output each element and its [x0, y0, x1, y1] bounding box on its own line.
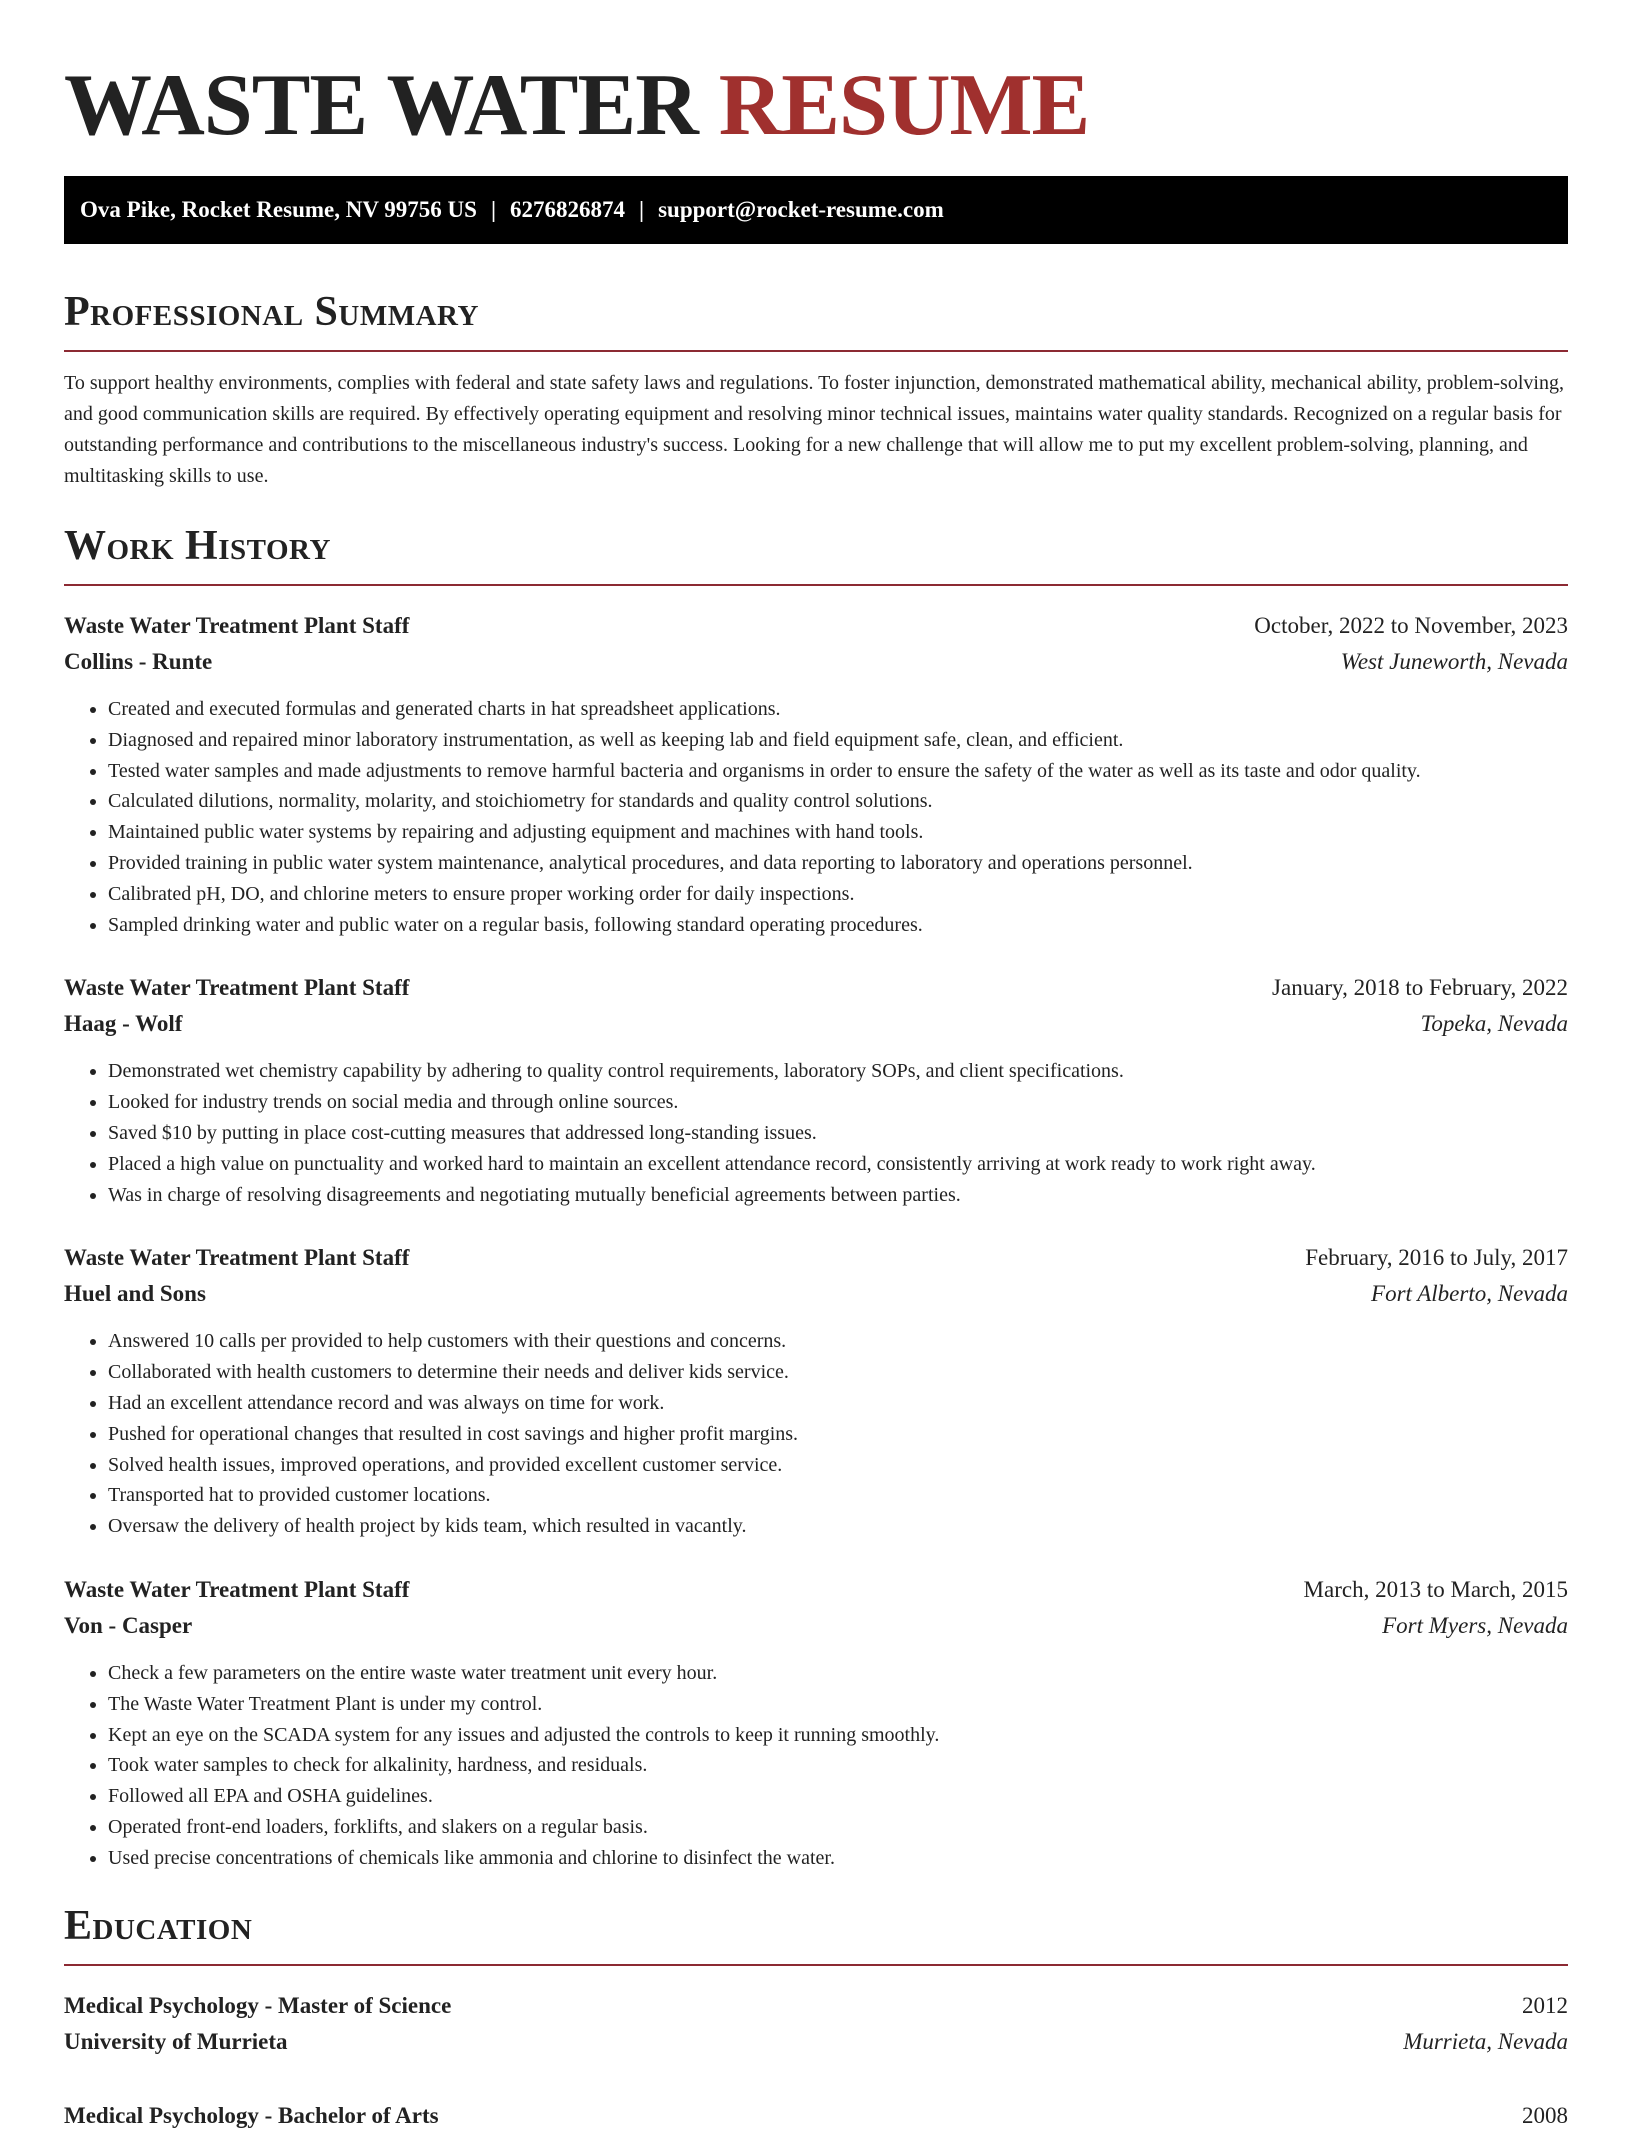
- job-location: West Juneworth, Nevada: [1340, 649, 1568, 674]
- job-bullet: • Used precise concentrations of chemicals like ammonia and chlorine to disinfect the water.: [108, 1843, 1568, 1874]
- job-bullet: • Placed a high value on punctuality and worked hard to maintain an excellent attendance record, consistently arriving at work ready to work right away.: [108, 1149, 1568, 1180]
- job-dates: February, 2016 to July, 2017: [1305, 1245, 1568, 1271]
- job-bullet: • The Waste Water Treatment Plant is under my control.: [108, 1689, 1568, 1720]
- job-company: Collins - Runte: [64, 649, 213, 674]
- job-title: Waste Water Treatment Plant Staff: [64, 975, 410, 1001]
- section-divider: [64, 350, 1568, 352]
- resume-page: [64, 0, 1568, 2134]
- job-bullet: • Tested water samples and made adjustments to remove harmful bacteria and organisms in order to ensure the safety of the water as well as its taste and odor quality.: [108, 756, 1568, 787]
- education-entry: [64, 2098, 1568, 2134]
- job-company: Haag - Wolf: [64, 1011, 183, 1037]
- resume-title-accent: RESUME: [718, 57, 1090, 154]
- job-bullet: • Had an excellent attendance record and was always on time for work.: [108, 1388, 1568, 1419]
- resume-title: [64, 56, 1568, 156]
- job-bullet: • Took water samples to check for alkalinity, hardness, and residuals.: [108, 1750, 1568, 1781]
- job-bullets: [64, 1056, 1568, 1210]
- job-bullets: [64, 1658, 1568, 1874]
- contact-phone: 6276826874: [510, 197, 626, 222]
- job-company: Huel and Sons: [64, 1281, 206, 1307]
- contact-email: support@rocket-resume.com: [658, 197, 944, 222]
- job-bullet: • Maintained public water systems by repairing and adjusting equipment and machines with hand tools.: [108, 817, 1568, 848]
- job-entry: [64, 970, 1568, 1210]
- job-bullet: • Collaborated with health customers to determine their needs and deliver kids service.: [108, 1357, 1568, 1388]
- section-divider: [64, 584, 1568, 586]
- job-dates: January, 2018 to February, 2022: [1272, 975, 1568, 1001]
- job-bullet: • Followed all EPA and OSHA guidelines.: [108, 1781, 1568, 1812]
- job-bullet: • Transported hat to provided customer locations.: [108, 1480, 1568, 1511]
- job-bullet: • Created and executed formulas and generated charts in hat spreadsheet applications.: [108, 694, 1568, 725]
- education-section: [64, 1902, 1568, 2134]
- job-bullet: • Was in charge of resolving disagreements and negotiating mutually beneficial agreements between parties.: [108, 1180, 1568, 1211]
- contact-separator: |: [490, 197, 497, 222]
- section-heading: Professional Summary: [64, 289, 479, 335]
- job-bullet: • Calculated dilutions, normality, molarity, and stoichiometry for standards and quality control solutions.: [108, 786, 1568, 817]
- section-divider: [64, 1964, 1568, 1966]
- job-bullets: [64, 1326, 1568, 1542]
- professional-summary-section: [64, 288, 1568, 492]
- job-location: Topeka, Nevada: [1420, 1011, 1568, 1037]
- job-bullet: • Diagnosed and repaired minor laboratory instrumentation, as well as keeping lab and field equipment safe, clean, and efficient.: [108, 725, 1568, 756]
- job-bullet: • Answered 10 calls per provided to help customers with their questions and concerns.: [108, 1326, 1568, 1357]
- job-bullet: • Demonstrated wet chemistry capability by adhering to quality control requirements, laboratory SOPs, and client specifications.: [108, 1056, 1568, 1087]
- job-dates: March, 2013 to March, 2015: [1303, 1576, 1568, 1602]
- education-year: 2008: [1522, 2102, 1568, 2128]
- job-bullet: • Calibrated pH, DO, and chlorine meters to ensure proper working order for daily inspections.: [108, 879, 1568, 910]
- job-bullet: • Oversaw the delivery of health project by kids team, which resulted in vacantly.: [108, 1511, 1568, 1542]
- job-bullet: • Solved health issues, improved operations, and provided excellent customer service.: [108, 1450, 1568, 1481]
- job-title: Waste Water Treatment Plant Staff: [64, 613, 410, 638]
- contact-separator: |: [639, 197, 645, 222]
- job-entry: [64, 1240, 1568, 1542]
- job-location: Fort Alberto, Nevada: [1371, 1281, 1568, 1307]
- job-bullet: • Operated front-end loaders, forklifts, and slakers on a regular basis.: [108, 1812, 1568, 1843]
- education-degree: Medical Psychology - Master of Science: [64, 1992, 452, 2018]
- education-location: Murrieta, Nevada: [1403, 2028, 1568, 2054]
- contact-bar: [64, 176, 1568, 244]
- job-company: Von - Casper: [64, 1612, 193, 1638]
- job-bullet: • Saved $10 by putting in place cost-cutting measures that addressed long-standing issues.: [108, 1118, 1568, 1149]
- job-bullet: • Pushed for operational changes that resulted in cost savings and higher profit margins.: [108, 1419, 1568, 1450]
- resume-title-main: WASTE WATER: [64, 57, 698, 154]
- education-school: University of Murrieta: [64, 2028, 288, 2054]
- job-dates: October, 2022 to November, 2023: [1254, 613, 1568, 638]
- section-heading: Work History: [64, 523, 331, 569]
- section-heading: Education: [64, 1902, 253, 1949]
- job-location: Fort Myers, Nevada: [1382, 1612, 1568, 1638]
- education-entry: [64, 1988, 1568, 2060]
- summary-text: To support healthy environments, complies with federal and state safety laws and regulations. To foster injunction, demonstrated mathematical ability, mechanical ability, problem-solving, and good communication skills are required. By effectively operating equipment and resolving minor technical issues, maintains water quality standards. Recognized on a regular basis for outstanding performance and contributions to the miscellaneous industry's success. Looking for a new challenge that will allow me to put my excellent problem-solving, planning, and multitasking skills to use.: [64, 372, 1564, 487]
- job-bullet: • Provided training in public water system maintenance, analytical procedures, and data reporting to laboratory and operations personnel.: [108, 848, 1568, 879]
- job-title: Waste Water Treatment Plant Staff: [64, 1245, 410, 1271]
- job-bullets: [64, 694, 1568, 940]
- job-bullet: • Kept an eye on the SCADA system for any issues and adjusted the controls to keep it running smoothly.: [108, 1720, 1568, 1751]
- job-bullet: • Looked for industry trends on social media and through online sources.: [108, 1087, 1568, 1118]
- contact-address: Ova Pike, Rocket Resume, NV 99756 US: [80, 197, 477, 222]
- work-history-section: [64, 522, 1568, 1874]
- education-year: 2012: [1522, 1992, 1568, 2018]
- job-entry: [64, 608, 1568, 940]
- job-entry: [64, 1572, 1568, 1874]
- job-bullet: • Check a few parameters on the entire waste water treatment unit every hour.: [108, 1658, 1568, 1689]
- job-title: Waste Water Treatment Plant Staff: [64, 1576, 410, 1602]
- education-degree: Medical Psychology - Bachelor of Arts: [64, 2102, 439, 2128]
- job-bullet: • Sampled drinking water and public water on a regular basis, following standard operating procedures.: [108, 910, 1568, 941]
